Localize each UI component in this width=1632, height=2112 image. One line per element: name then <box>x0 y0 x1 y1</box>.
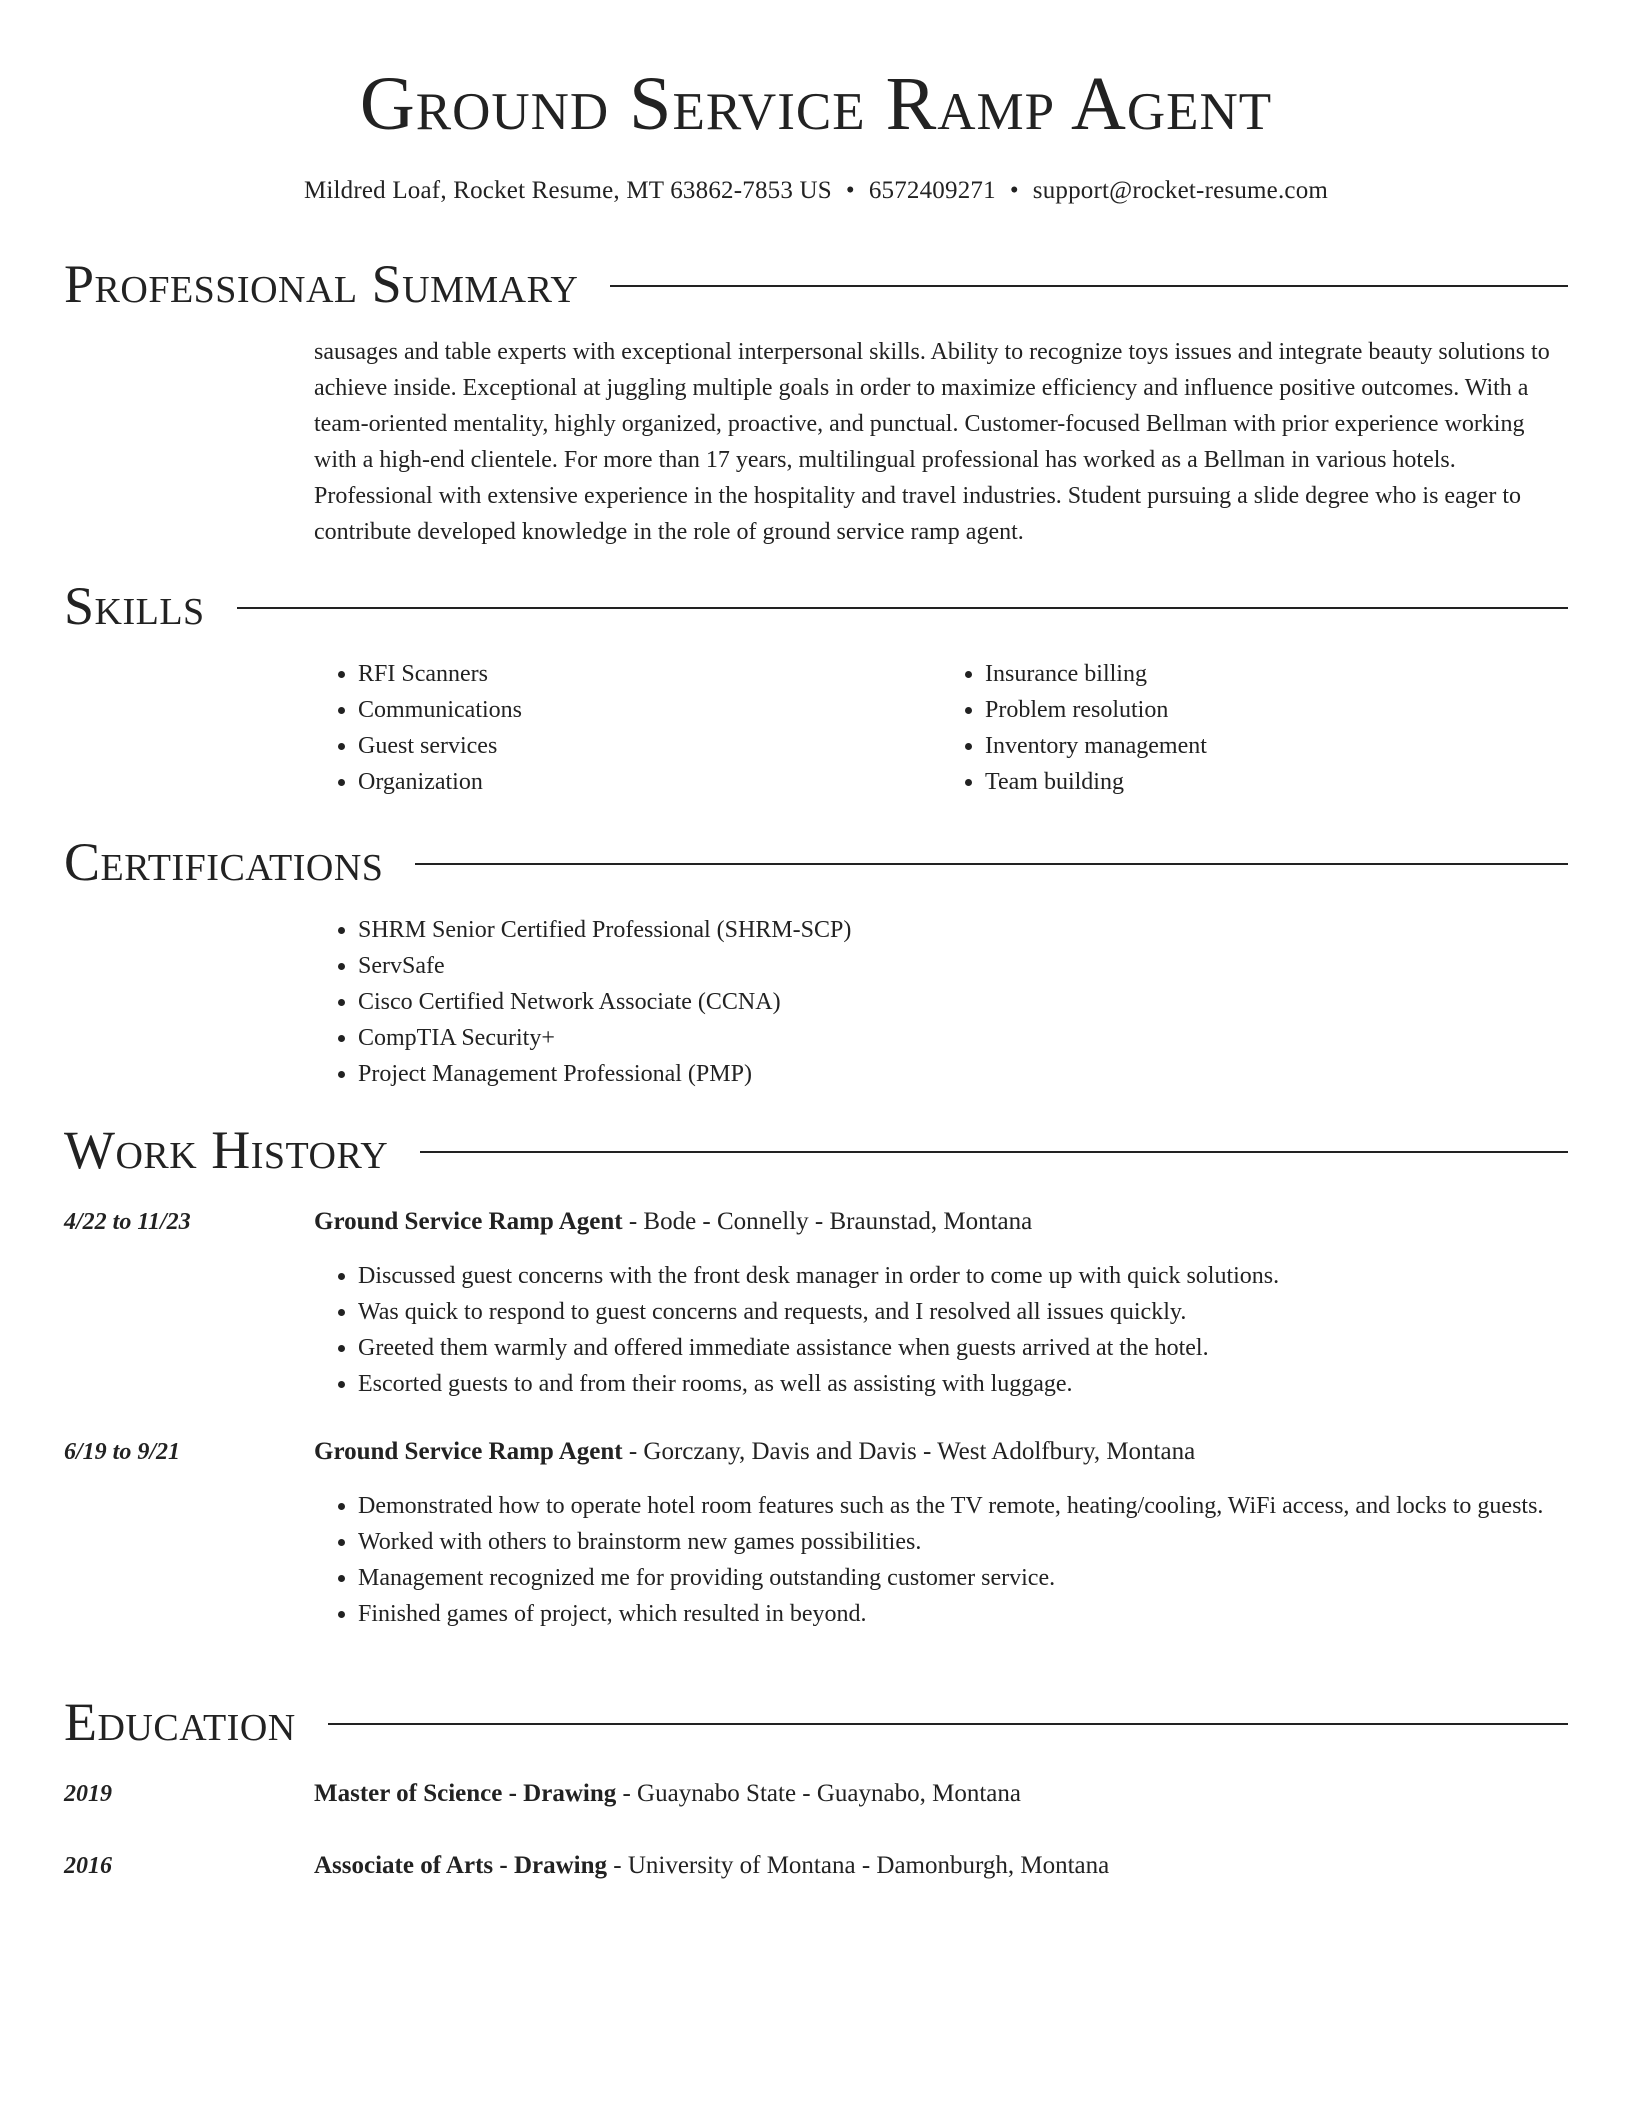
job-bullet: • Was quick to respond to guest concerns and requests, and I resolved all issues quickly. <box>358 1294 1568 1330</box>
contact-separator: • <box>845 177 855 204</box>
section-heading-work-history <box>64 1118 1568 1182</box>
certifications-block <box>314 912 1568 1092</box>
skill-item: • Guest services <box>358 728 941 764</box>
education-entry <box>314 1776 1568 1812</box>
section-rule <box>420 1151 1568 1153</box>
section-heading-skills <box>64 574 1568 638</box>
section-rule <box>237 607 1568 609</box>
section-rule <box>328 1723 1568 1725</box>
skill-item: • Team building <box>985 764 1568 800</box>
job-title-line <box>314 1434 1568 1470</box>
skills-list-right <box>941 656 1568 800</box>
job-employer: - Gorczany, Davis and Davis - West Adolfbury, Montana <box>622 1438 1196 1465</box>
section-rule <box>415 863 1568 865</box>
skills-block <box>314 656 1568 800</box>
contact-phone: 6572409271 <box>868 177 996 204</box>
job-dates: 6/19 to 9/21 <box>64 1439 181 1465</box>
certification-item: • Project Management Professional (PMP) <box>358 1056 1568 1092</box>
section-heading-certifications <box>64 830 1568 894</box>
certifications-list <box>314 912 1568 1092</box>
section-title: Certifications <box>64 832 384 892</box>
education-year: 2016 <box>64 1853 112 1879</box>
section-heading-education <box>64 1690 1568 1754</box>
job-bullet: • Management recognized me for providing outstanding customer service. <box>358 1560 1568 1596</box>
certification-item: • SHRM Senior Certified Professional (SHRM-SCP) <box>358 912 1568 948</box>
education-degree: Associate of Arts - Drawing <box>314 1852 608 1879</box>
education-entry <box>314 1848 1568 1884</box>
job-title: Ground Service Ramp Agent <box>314 1208 623 1235</box>
certification-item: • Cisco Certified Network Associate (CCNA) <box>358 984 1568 1020</box>
job-bullets <box>314 1258 1568 1402</box>
skills-grid <box>314 656 1568 800</box>
skill-item: • Insurance billing <box>985 656 1568 692</box>
skill-item: • Problem resolution <box>985 692 1568 728</box>
skill-item: • Communications <box>358 692 941 728</box>
skills-list-left <box>314 656 941 800</box>
job-bullet: • Greeted them warmly and offered immediate assistance when guests arrived at the hotel. <box>358 1330 1568 1366</box>
education-line <box>314 1776 1568 1812</box>
job-title-line <box>314 1204 1568 1240</box>
summary-text: sausages and table experts with exceptional interpersonal skills. Ability to recognize toys issues and integrate beauty solutions to achieve inside. Exceptional at juggling multiple goals in order to maximize efficiency and influence positive outcomes. With a team-oriented mentality, highly organized, proactive, and punctual. Customer-focused Bellman with prior experience working with a high-end clientele. For more than 17 years, multilingual professional has worked as a Bellman in various hotels. Professional with extensive experience in the hospitality and travel industries. Student pursuing a slide degree who is eager to contribute developed knowledge in the role of ground service ramp agent. <box>314 339 1550 545</box>
job-bullets <box>314 1488 1568 1632</box>
contact-email: support@rocket-resume.com <box>1032 177 1329 204</box>
contact-address: Mildred Loaf, Rocket Resume, MT 63862-7853 US <box>303 177 832 204</box>
job-employer: - Bode - Connelly - Braunstad, Montana <box>622 1208 1033 1235</box>
job-bullet: • Discussed guest concerns with the front desk manager in order to come up with quick solutions. <box>358 1258 1568 1294</box>
resume-title: Ground Service Ramp Agent <box>359 62 1273 146</box>
job-bullet: • Worked with others to brainstorm new games possibilities. <box>358 1524 1568 1560</box>
section-title: Professional Summary <box>64 254 579 314</box>
education-school: - Guaynabo State - Guaynabo, Montana <box>616 1780 1021 1807</box>
job-bullet: • Finished games of project, which resulted in beyond. <box>358 1596 1568 1632</box>
certification-item: • ServSafe <box>358 948 1568 984</box>
certification-item: • CompTIA Security+ <box>358 1020 1568 1056</box>
section-rule <box>610 285 1568 287</box>
education-year: 2019 <box>64 1781 112 1807</box>
section-heading-summary <box>64 252 1568 316</box>
job-bullet: • Demonstrated how to operate hotel room features such as the TV remote, heating/cooling, WiFi access, and locks to guests. <box>358 1488 1568 1524</box>
job-entry <box>314 1204 1568 1402</box>
education-line <box>314 1848 1568 1884</box>
job-dates: 4/22 to 11/23 <box>64 1209 191 1235</box>
skill-item: • Organization <box>358 764 941 800</box>
job-title: Ground Service Ramp Agent <box>314 1438 623 1465</box>
job-entry <box>314 1434 1568 1632</box>
contact-separator: • <box>1009 177 1019 204</box>
education-degree: Master of Science - Drawing <box>314 1780 617 1807</box>
skill-item: • RFI Scanners <box>358 656 941 692</box>
section-title: Work History <box>64 1120 389 1180</box>
summary-block <box>314 334 1568 550</box>
section-title: Skills <box>64 576 205 636</box>
education-school: - University of Montana - Damonburgh, Montana <box>607 1852 1110 1879</box>
contact-line <box>64 174 1568 208</box>
section-title: Education <box>64 1692 296 1752</box>
skill-item: • Inventory management <box>985 728 1568 764</box>
job-bullet: • Escorted guests to and from their rooms, as well as assisting with luggage. <box>358 1366 1568 1402</box>
